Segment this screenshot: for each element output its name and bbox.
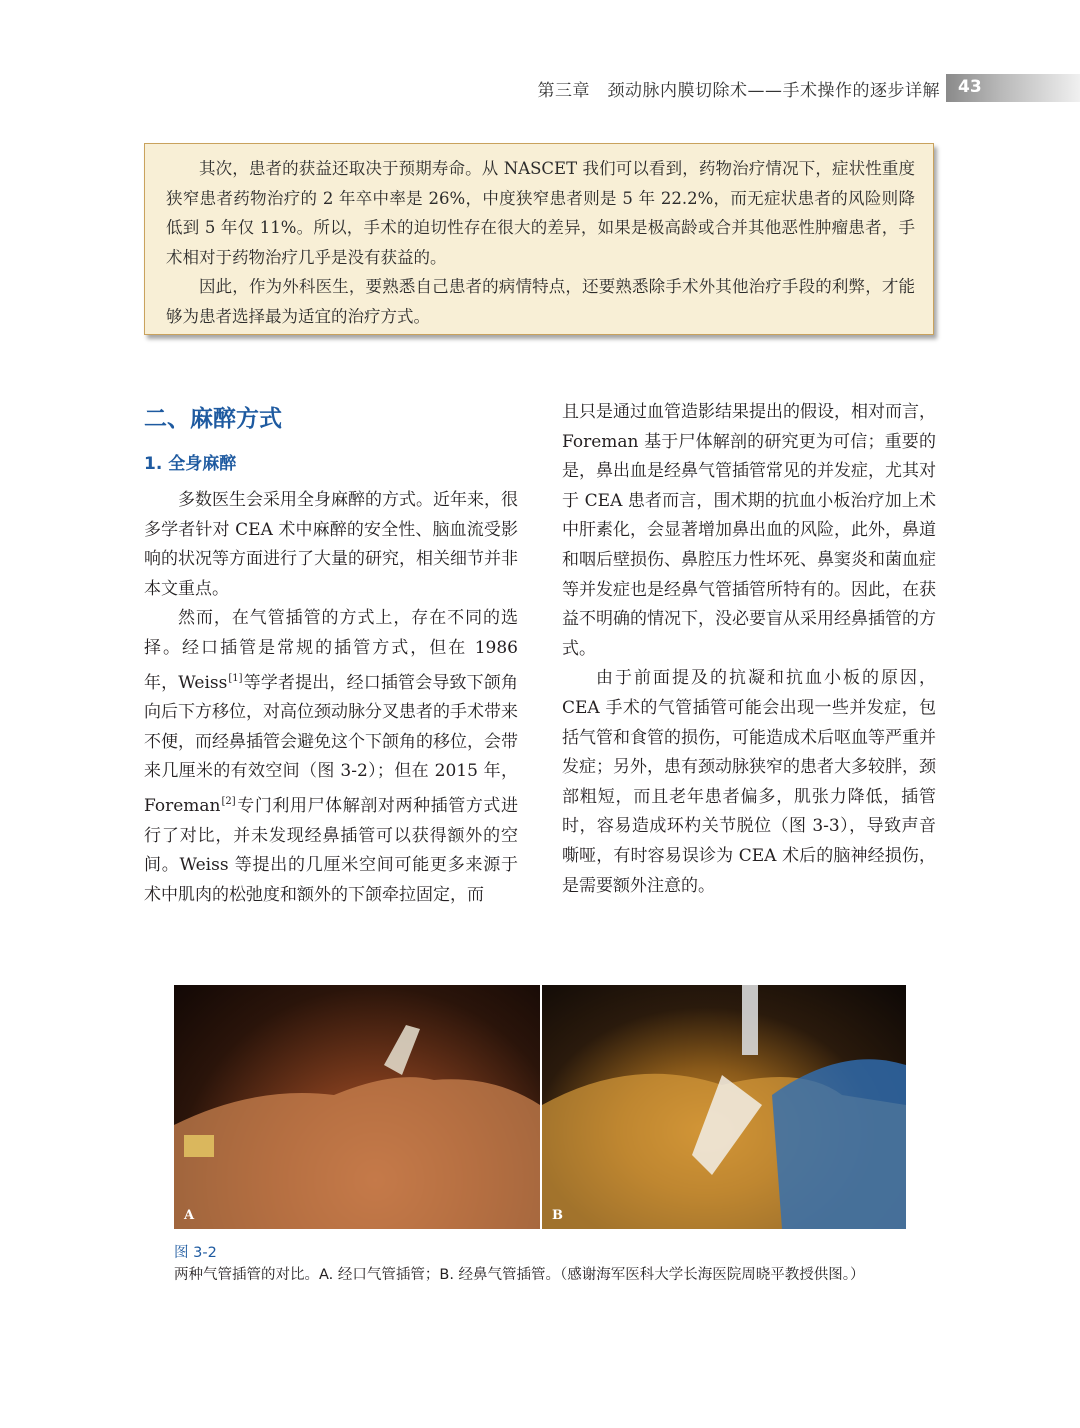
citation-2[interactable]: [2] bbox=[221, 795, 236, 807]
section-title: 二、麻醉方式 bbox=[144, 406, 282, 432]
right-paragraph-2: 由于前面提及的抗凝和抗血小板的原因，CEA 手术的气管插管可能会出现一些并发症，包括气管和食管的损伤，可能造成术后呕血等严重并发症；另外，患有颈动脉狭窄的患者大多较胖，颈部粗短，而且老年患者偏多，肌张力降低，插管时，容易造成环杓关节脱位（图 3-3），导致声音嘶哑，有时容易误诊为 CEA 术后的脑神经损伤，是需要额外注意的。 bbox=[562, 668, 936, 896]
photo-label-a: A bbox=[184, 1208, 195, 1223]
figure-3-2 bbox=[174, 985, 906, 1229]
left-paragraph-1: 多数医生会采用全身麻醉的方式。近年来，很多学者针对 CEA 术中麻醉的安全性、脑血流受影响的状况等方面进行了大量的研究，相关细节并非本文重点。 bbox=[144, 490, 518, 599]
citation-1[interactable]: [1] bbox=[228, 672, 243, 684]
figure-caption bbox=[174, 1242, 914, 1286]
left-paragraph-2 bbox=[144, 604, 518, 910]
running-title: 第三章 颈动脉内膜切除术——手术操作的逐步详解 bbox=[537, 81, 940, 101]
left-paragraph-2-part-c: 专门利用尸体解剖对两种插管方式进行了对比，并未发现经鼻插管可以获得额外的空间。Weiss 等提出的几厘米空间可能更多来源于术中肌肉的松弛度和额外的下颌牵拉固定，而 bbox=[144, 795, 518, 905]
note-paragraph-1: 其次，患者的获益还取决于预期寿命。从 NASCET 我们可以看到，药物治疗情况下，症状性重度狭窄患者药物治疗的 2 年卒中率是 26%，中度狭窄患者则是 5 年 22.2%，而无症状患者的风险则降低到 5 年仅 11%。所以，手术的迫切性存在很大的差异，如果是极高龄或合并其他恶性肿瘤患者，手术相对于药物治疗几乎是没有获益的。 bbox=[166, 159, 915, 267]
figure-caption-label: 图 3-2 bbox=[174, 1245, 217, 1261]
photo-oral-intubation bbox=[174, 985, 540, 1229]
figure-caption-text: 两种气管插管的对比。A. 经口气管插管；B. 经鼻气管插管。（感谢海军医科大学长海医院周晓平教授供图。） bbox=[174, 1267, 865, 1283]
photo-b-illustration bbox=[542, 985, 906, 1229]
page-number: 43 bbox=[958, 77, 982, 97]
left-column bbox=[144, 398, 518, 910]
page-number-box bbox=[946, 74, 1080, 102]
subsection-title: 1. 全身麻醉 bbox=[144, 454, 237, 474]
photo-a-illustration bbox=[174, 985, 540, 1229]
left-paragraph-2-part-b: 等学者提出，经口插管会导致下颌角向后下方移位，对高位颈动脉分叉患者的手术带来不便，而经鼻插管会避免这个下颌角的移位，会带来几厘米的有效空间（图 3-2）；但在 2015 年，Foreman bbox=[144, 672, 518, 816]
running-header bbox=[0, 74, 1080, 104]
left-paragraph-2-part-a: 然而，在气管插管的方式上，存在不同的选择。经口插管是常规的插管方式，但在 1986 年，Weiss bbox=[144, 608, 518, 693]
photo-label-b: B bbox=[552, 1208, 563, 1223]
photo-nasal-intubation bbox=[542, 985, 906, 1229]
note-box bbox=[144, 143, 934, 335]
right-paragraph-1: 且只是通过血管造影结果提出的假设，相对而言，Foreman 基于尸体解剖的研究更为可信；重要的是，鼻出血是经鼻气管插管常见的并发症，尤其对于 CEA 患者而言，围术期的抗血小板治疗加上术中肝素化，会显著增加鼻出血的风险，此外，鼻道和咽后壁损伤、鼻腔压力性坏死、鼻窦炎和菌血症等并发症也是经鼻气管插管所特有的。因此，在获益不明确的情况下，没必要盲从采用经鼻插管的方式。 bbox=[562, 402, 936, 659]
right-column bbox=[562, 398, 936, 901]
note-paragraph-2: 因此，作为外科医生，要熟悉自己患者的病情特点，还要熟悉除手术外其他治疗手段的利弊，才能够为患者选择最为适宜的治疗方式。 bbox=[166, 277, 915, 326]
